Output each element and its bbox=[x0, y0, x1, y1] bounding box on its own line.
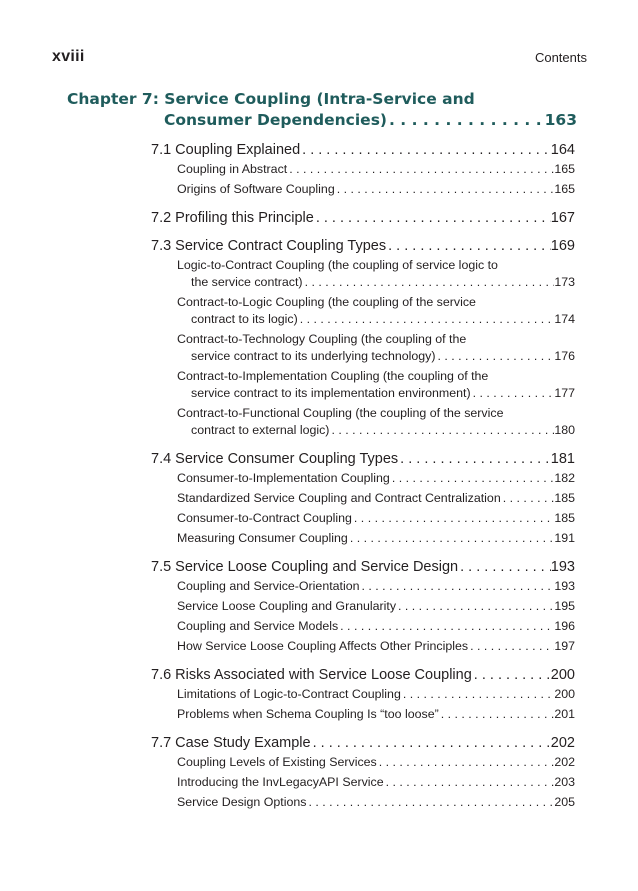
subsection-title: the service contract) bbox=[191, 275, 303, 289]
subsection-line bbox=[177, 490, 575, 507]
subsection-title: Coupling and Service Models bbox=[177, 619, 339, 633]
subsection-entry bbox=[177, 530, 575, 550]
dot-leader bbox=[458, 556, 551, 578]
section-title: 7.1 Coupling Explained bbox=[151, 142, 301, 158]
subsection-title: contract to external logic) bbox=[191, 423, 330, 437]
dot-leader bbox=[387, 109, 542, 131]
toc-section bbox=[151, 139, 575, 201]
subsection-line bbox=[177, 510, 575, 527]
subsection-page-number: 195 bbox=[554, 599, 575, 613]
dot-leader bbox=[398, 448, 551, 470]
subsection-line bbox=[177, 774, 575, 791]
subsection-line bbox=[177, 618, 575, 635]
subsection-page-number: 176 bbox=[554, 349, 575, 363]
subsection-entry bbox=[177, 405, 575, 442]
subsection-entry bbox=[177, 368, 575, 405]
subsection-page-number: 180 bbox=[554, 423, 575, 437]
subsection-page-number: 177 bbox=[554, 386, 575, 400]
dot-leader bbox=[472, 664, 551, 686]
subsection-list bbox=[151, 754, 575, 814]
subsection-list bbox=[151, 578, 575, 658]
dot-leader bbox=[436, 348, 555, 365]
toc-section bbox=[151, 732, 575, 814]
subsection-line bbox=[177, 422, 575, 439]
subsection-title: Problems when Schema Coupling Is “too loose” bbox=[177, 707, 439, 721]
dot-leader bbox=[401, 686, 554, 703]
toc-section bbox=[151, 235, 575, 442]
subsection-entry bbox=[177, 638, 575, 658]
subsection-entry bbox=[177, 490, 575, 510]
subsection-title: Measuring Consumer Coupling bbox=[177, 531, 348, 545]
section-title: 7.5 Service Loose Coupling and Service Design bbox=[151, 559, 459, 575]
subsection-line bbox=[177, 470, 575, 487]
dot-leader bbox=[501, 490, 555, 507]
subsection-entry bbox=[177, 331, 575, 368]
subsection-line bbox=[177, 161, 575, 178]
subsection-entry bbox=[177, 618, 575, 638]
section-page-number: 202 bbox=[550, 735, 575, 751]
toc-section bbox=[151, 556, 575, 658]
subsection-line bbox=[177, 530, 575, 547]
subsection-entry bbox=[177, 181, 575, 201]
section-page-number: 169 bbox=[550, 238, 575, 254]
dot-leader bbox=[384, 774, 555, 791]
dot-leader bbox=[303, 274, 555, 291]
dot-leader bbox=[386, 235, 551, 257]
section-page-number: 167 bbox=[550, 210, 575, 226]
subsection-title-line: Contract-to-Logic Coupling (the coupling of the service bbox=[177, 295, 476, 309]
dot-leader bbox=[287, 161, 554, 178]
subsection-title: Service Loose Coupling and Granularity bbox=[177, 599, 397, 613]
subsection-line bbox=[177, 274, 575, 291]
section-entry bbox=[151, 235, 575, 257]
subsection-line bbox=[177, 385, 575, 402]
subsection-page-number: 205 bbox=[554, 795, 575, 809]
section-entry bbox=[151, 139, 575, 161]
subsection-title: How Service Loose Coupling Affects Other Principles bbox=[177, 639, 469, 653]
subsection-page-number: 191 bbox=[554, 531, 575, 545]
subsection-list bbox=[151, 161, 575, 201]
dot-leader bbox=[377, 754, 555, 771]
dot-leader bbox=[306, 794, 554, 811]
subsection-page-number: 182 bbox=[554, 471, 575, 485]
dot-leader bbox=[348, 530, 555, 547]
subsection-title: Coupling in Abstract bbox=[177, 162, 288, 176]
subsection-entry bbox=[177, 794, 575, 814]
subsection-line bbox=[177, 754, 575, 771]
running-head bbox=[52, 48, 587, 68]
subsection-title: Coupling and Service-Orientation bbox=[177, 579, 360, 593]
chapter-title-text: Consumer Dependencies) bbox=[164, 111, 388, 129]
subsection-title-line: Contract-to-Implementation Coupling (the coupling of the bbox=[177, 369, 489, 383]
section-title: 7.2 Profiling this Principle bbox=[151, 210, 314, 226]
subsection-entry bbox=[177, 598, 575, 618]
dot-leader bbox=[335, 181, 555, 198]
subsection-entry bbox=[177, 257, 575, 294]
section-title: 7.6 Risks Associated with Service Loose Coupling bbox=[151, 667, 472, 683]
section-page-number: 193 bbox=[550, 559, 575, 575]
dot-leader bbox=[298, 311, 555, 328]
subsection-title: Introducing the InvLegacyAPI Service bbox=[177, 775, 384, 789]
subsection-line bbox=[177, 638, 575, 655]
subsection-entry bbox=[177, 470, 575, 490]
subsection-title: service contract to its underlying technology) bbox=[191, 349, 436, 363]
subsection-page-number: 196 bbox=[554, 619, 575, 633]
subsection-title: Standardized Service Coupling and Contract Centralization bbox=[177, 491, 501, 505]
subsection-line bbox=[177, 686, 575, 703]
subsection-title-line: Contract-to-Functional Coupling (the coupling of the service bbox=[177, 406, 504, 420]
subsection-entry bbox=[177, 294, 575, 331]
subsection-line bbox=[177, 311, 575, 328]
section-page-number: 200 bbox=[550, 667, 575, 683]
section-entry bbox=[151, 207, 575, 229]
dot-leader bbox=[338, 618, 554, 635]
dot-leader bbox=[390, 470, 555, 487]
subsection-page-number: 201 bbox=[554, 707, 575, 721]
subsection-line bbox=[177, 706, 575, 723]
section-entry bbox=[151, 664, 575, 686]
subsection-page-number: 202 bbox=[554, 755, 575, 769]
subsection-page-number: 173 bbox=[554, 275, 575, 289]
chapter-title-line-1: Chapter 7: Service Coupling (Intra-Service and bbox=[67, 90, 475, 108]
subsection-page-number: 185 bbox=[554, 491, 575, 505]
dot-leader bbox=[360, 578, 555, 595]
subsection-entry bbox=[177, 510, 575, 530]
toc-section bbox=[151, 664, 575, 726]
subsection-entry bbox=[177, 686, 575, 706]
subsection-title: Origins of Software Coupling bbox=[177, 182, 335, 196]
subsection-line bbox=[177, 578, 575, 595]
dot-leader bbox=[352, 510, 554, 527]
subsection-entry bbox=[177, 706, 575, 726]
subsection-line bbox=[177, 181, 575, 198]
section-page-number: 164 bbox=[550, 142, 575, 158]
subsection-list bbox=[151, 470, 575, 550]
subsection-entry bbox=[177, 774, 575, 794]
section-title: 7.3 Service Contract Coupling Types bbox=[151, 238, 387, 254]
section-title: 7.4 Service Consumer Coupling Types bbox=[151, 451, 399, 467]
dot-leader bbox=[314, 207, 551, 229]
subsection-entry bbox=[177, 578, 575, 598]
section-title: 7.7 Case Study Example bbox=[151, 735, 311, 751]
dot-leader bbox=[396, 598, 554, 615]
subsection-title-line: Contract-to-Technology Coupling (the coupling of the bbox=[177, 332, 467, 346]
dot-leader bbox=[311, 732, 551, 754]
subsection-line bbox=[177, 794, 575, 811]
chapter-page-number: 163 bbox=[544, 111, 577, 129]
running-title: Contents bbox=[534, 50, 587, 65]
subsection-line bbox=[177, 598, 575, 615]
subsection-page-number: 197 bbox=[554, 639, 575, 653]
dot-leader bbox=[471, 385, 555, 402]
table-of-contents bbox=[151, 139, 575, 820]
subsection-title-line: Logic-to-Contract Coupling (the coupling of service logic to bbox=[177, 258, 498, 272]
subsection-title: service contract to its implementation environment) bbox=[191, 386, 471, 400]
chapter-heading bbox=[67, 89, 577, 131]
toc-section bbox=[151, 207, 575, 229]
page-folio: xviii bbox=[52, 48, 85, 65]
subsection-title: Coupling Levels of Existing Services bbox=[177, 755, 377, 769]
subsection-page-number: 165 bbox=[554, 162, 575, 176]
section-page-number: 181 bbox=[550, 451, 575, 467]
dot-leader bbox=[439, 706, 555, 723]
subsection-title: contract to its logic) bbox=[191, 312, 298, 326]
section-entry bbox=[151, 448, 575, 470]
subsection-title: Consumer-to-Implementation Coupling bbox=[177, 471, 390, 485]
subsection-page-number: 165 bbox=[554, 182, 575, 196]
subsection-entry bbox=[177, 161, 575, 181]
section-entry bbox=[151, 556, 575, 578]
subsection-list bbox=[151, 686, 575, 726]
subsection-page-number: 200 bbox=[554, 687, 575, 701]
toc-section bbox=[151, 448, 575, 550]
dot-leader bbox=[300, 139, 551, 161]
subsection-page-number: 193 bbox=[554, 579, 575, 593]
subsection-line bbox=[177, 348, 575, 365]
subsection-page-number: 185 bbox=[554, 511, 575, 525]
subsection-title: Limitations of Logic-to-Contract Coupling bbox=[177, 687, 401, 701]
subsection-title: Service Design Options bbox=[177, 795, 307, 809]
subsection-entry bbox=[177, 754, 575, 774]
section-entry bbox=[151, 732, 575, 754]
chapter-title-line-2 bbox=[164, 109, 577, 131]
dot-leader bbox=[329, 422, 554, 439]
subsection-list bbox=[151, 257, 575, 442]
dot-leader bbox=[468, 638, 554, 655]
subsection-page-number: 174 bbox=[554, 312, 575, 326]
subsection-page-number: 203 bbox=[554, 775, 575, 789]
subsection-title: Consumer-to-Contract Coupling bbox=[177, 511, 352, 525]
